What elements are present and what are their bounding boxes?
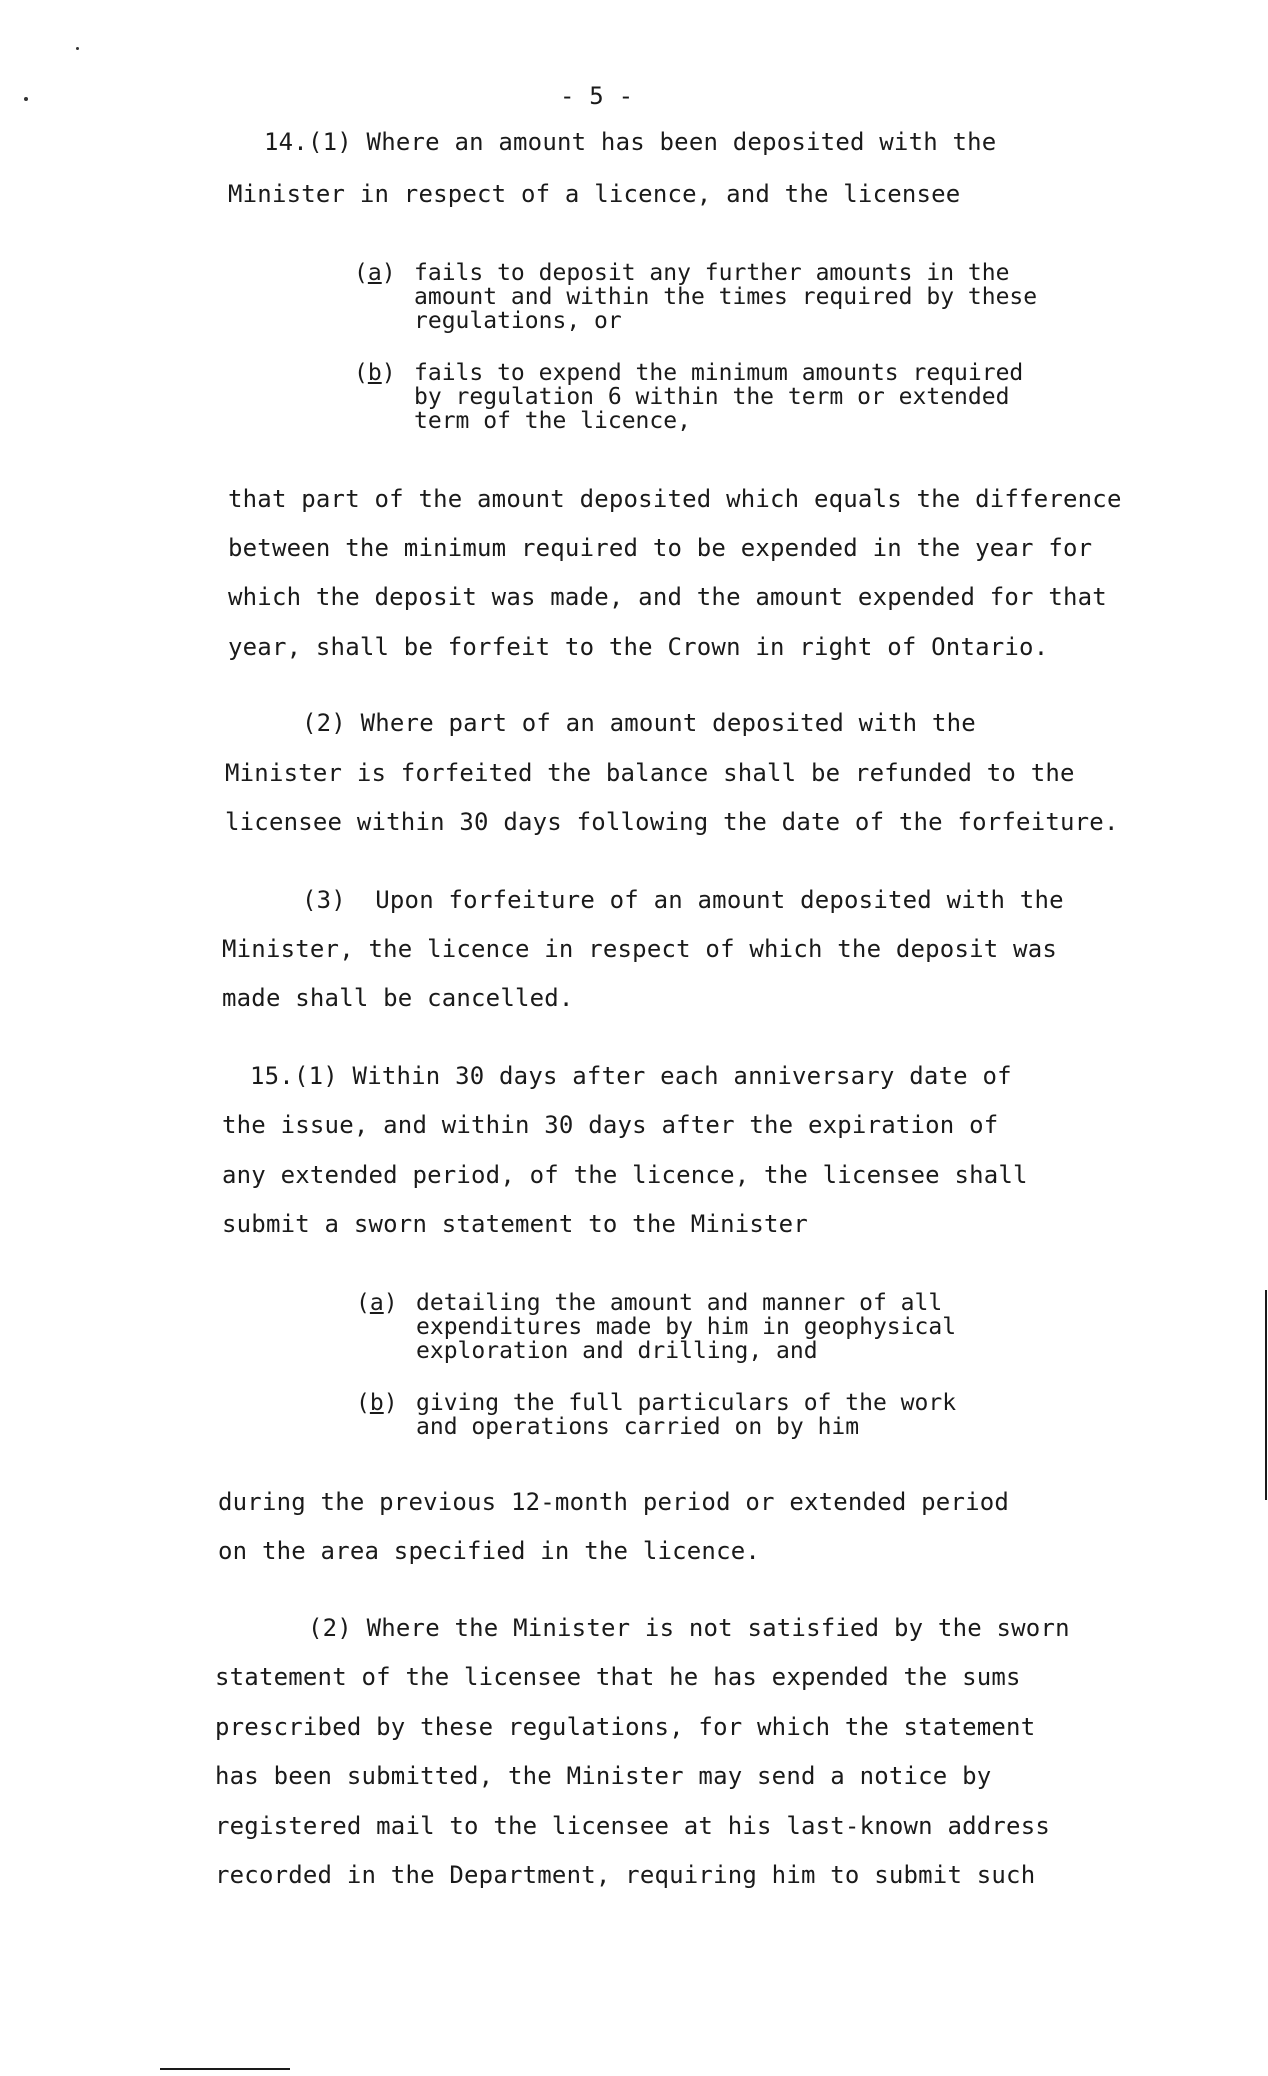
s14-p2-line-1: (2) Where part of an amount deposited with the: [302, 709, 976, 737]
s15-p1-line-3: any extended period, of the licence, the licensee shall: [222, 1161, 1028, 1189]
s14-p2-line-2: Minister is forfeited the balance shall be refunded to the: [225, 759, 1075, 787]
item-letter-a: a: [367, 260, 382, 286]
page-number: - 5 -: [560, 82, 634, 110]
scan-speck: [24, 97, 28, 101]
s14-item-b-line-3: term of the licence,: [414, 408, 691, 434]
item-letter-a: a: [369, 1290, 384, 1316]
s14-item-a-line-3: regulations, or: [414, 308, 622, 334]
s15-item-a-line-3: exploration and drilling, and: [416, 1338, 818, 1364]
s14-item-b-line-2: by regulation 6 within the term or extended: [414, 384, 1010, 410]
s14-p3-line-3: made shall be cancelled.: [222, 984, 574, 1012]
item-marker-b: (b): [354, 360, 396, 386]
s15-p2-line-4: has been submitted, the Minister may send a notice by: [215, 1762, 992, 1790]
s15-p1-tail-line-1: during the previous 12-month period or extended period: [218, 1488, 1010, 1516]
scan-edge-mark: [1265, 1290, 1267, 1500]
s14-p1-tail-line-2: between the minimum required to be expended in the year for: [228, 534, 1093, 562]
s15-item-a-line-1: detailing the amount and manner of all: [416, 1290, 943, 1316]
s15-item-b-line-1: giving the full particulars of the work: [416, 1390, 957, 1416]
item-marker-a: (a): [354, 260, 396, 286]
item-marker-a: (a): [356, 1290, 398, 1316]
s14-p1-tail-line-1: that part of the amount deposited which equals the difference: [228, 485, 1122, 513]
s14-p2-line-3: licensee within 30 days following the date of the forfeiture.: [225, 808, 1119, 836]
footnote-rule: [160, 2068, 290, 2070]
s15-p1-tail-line-2: on the area specified in the licence.: [218, 1537, 761, 1565]
s14-p3-line-2: Minister, the licence in respect of which the deposit was: [222, 935, 1058, 963]
s15-p1-line-2: the issue, and within 30 days after the expiration of: [222, 1111, 999, 1139]
s15-item-b-line-2: and operations carried on by him: [416, 1414, 860, 1440]
s15-p2-line-3: prescribed by these regulations, for which the statement: [215, 1713, 1036, 1741]
s15-p2-line-1: (2) Where the Minister is not satisfied by the sworn: [308, 1614, 1070, 1642]
scan-speck: [76, 47, 79, 50]
s15-p2-line-5: registered mail to the licensee at his last-known address: [215, 1812, 1051, 1840]
s14-item-b-line-1: fails to expend the minimum amounts required: [414, 360, 1024, 386]
s15-p2-line-6: recorded in the Department, requiring him to submit such: [215, 1861, 1036, 1889]
s14-item-a-line-2: amount and within the times required by these: [414, 284, 1038, 310]
s14-item-a-line-1: fails to deposit any further amounts in the: [414, 260, 1010, 286]
s15-item-a-line-2: expenditures made by him in geophysical: [416, 1314, 957, 1340]
s15-p1-line-4: submit a sworn statement to the Minister: [222, 1210, 808, 1238]
s14-p1-tail-line-4: year, shall be forfeit to the Crown in right of Ontario.: [228, 633, 1049, 661]
s14-p1-line-2: Minister in respect of a licence, and the licensee: [228, 180, 961, 208]
s14-p1-line-1: 14.(1) Where an amount has been deposited with the: [264, 128, 997, 156]
item-letter-b: b: [367, 360, 382, 386]
item-marker-b: (b): [356, 1390, 398, 1416]
s15-p1-line-1: 15.(1) Within 30 days after each anniversary date of: [250, 1062, 1012, 1090]
s14-p3-line-1: (3) Upon forfeiture of an amount deposited with the: [302, 886, 1064, 914]
s14-p1-tail-line-3: which the deposit was made, and the amount expended for that: [228, 583, 1107, 611]
item-letter-b: b: [369, 1390, 384, 1416]
s15-p2-line-2: statement of the licensee that he has expended the sums: [215, 1663, 1021, 1691]
